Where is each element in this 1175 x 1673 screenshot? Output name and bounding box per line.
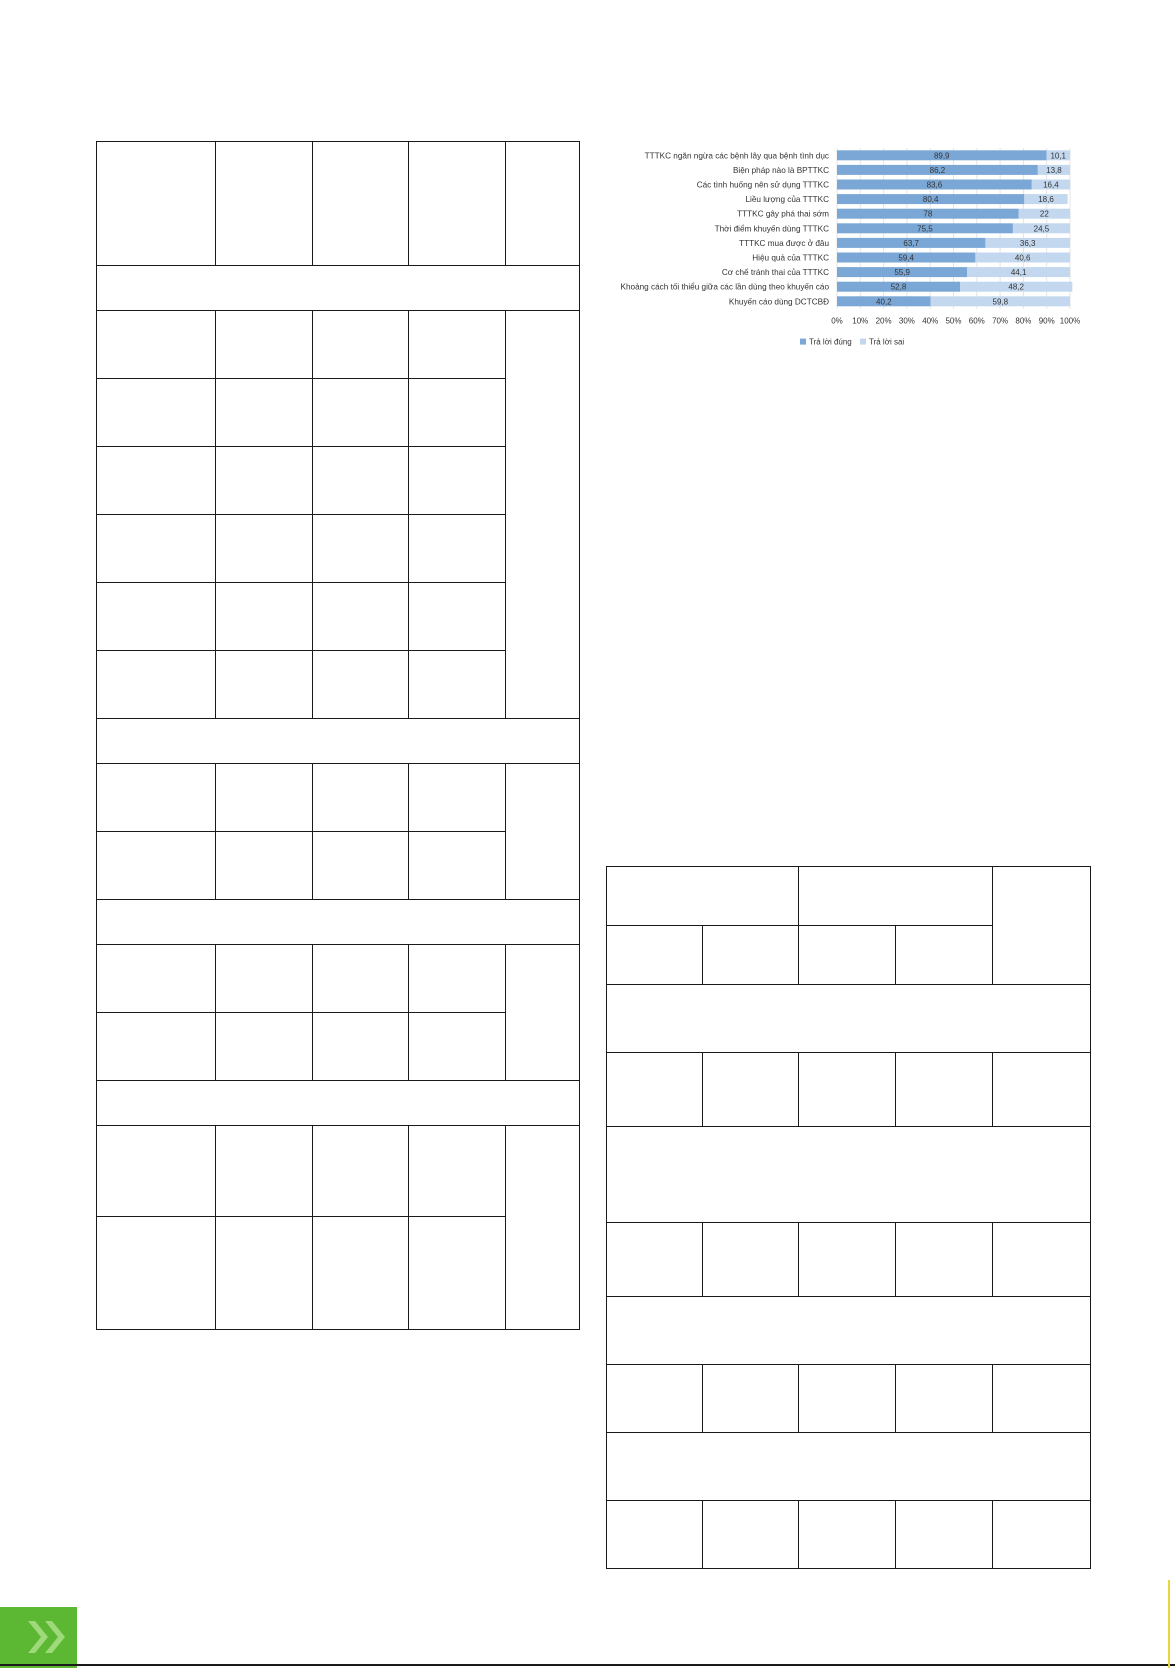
tick-label: 80% [1015, 316, 1032, 326]
section-header-cell [97, 719, 580, 764]
table-cell [216, 515, 313, 583]
table-cell [896, 1223, 993, 1297]
table-cell [607, 1223, 703, 1297]
table-cell [216, 311, 313, 379]
table-cell [216, 1126, 313, 1217]
table-cell [216, 945, 313, 1013]
tick-label: 70% [992, 316, 1009, 326]
tick-label: 20% [875, 316, 892, 326]
category-label: Các tình huống nên sử dụng TTTKC [696, 180, 829, 190]
table-cell [97, 651, 216, 719]
table-cell [313, 515, 409, 583]
table-cell [97, 1217, 216, 1330]
category-label: Thời điểm khuyến dùng TTTKC [714, 224, 829, 234]
table-cell [703, 926, 799, 985]
table-cell [313, 142, 409, 266]
table-cell [97, 832, 216, 900]
table-cell [97, 515, 216, 583]
data-label: 83,6 [926, 180, 943, 190]
data-label: 16,4 [1043, 180, 1059, 190]
footer-rule [0, 1664, 1175, 1666]
table-cell [409, 142, 506, 266]
right-table [606, 866, 1091, 1569]
section-header-cell [97, 900, 580, 945]
table-cell [313, 832, 409, 900]
section-header-cell [607, 1433, 1091, 1501]
tick-label: 60% [968, 316, 985, 326]
table-row [97, 1126, 580, 1217]
tick-label: 100% [1059, 316, 1081, 326]
table-cell [409, 447, 506, 515]
table-cell [409, 583, 506, 651]
table-cell [607, 926, 703, 985]
table-cell [216, 583, 313, 651]
table-cell [799, 867, 993, 926]
table-cell [216, 764, 313, 832]
table-row [97, 764, 580, 832]
table-row [97, 1081, 580, 1126]
table-cell [993, 1365, 1091, 1433]
section-header-cell [97, 1081, 580, 1126]
data-label: 22 [1039, 209, 1049, 219]
table-cell [607, 1053, 703, 1127]
table-cell [409, 764, 506, 832]
data-label: 18,6 [1038, 195, 1054, 205]
table-row [607, 867, 1091, 926]
table-cell [216, 1013, 313, 1081]
table-cell [607, 867, 799, 926]
table-row [97, 142, 580, 266]
tick-label: 40% [922, 316, 939, 326]
tick-label: 50% [945, 316, 962, 326]
table-cell [97, 1126, 216, 1217]
table-cell [896, 1053, 993, 1127]
data-label: 48,2 [1008, 282, 1024, 292]
category-label: Khoảng cách tối thiểu giữa các lần dùng theo khuyến cáo [620, 282, 829, 292]
table-cell [313, 447, 409, 515]
data-label: 36,3 [1019, 238, 1036, 248]
table-cell [409, 379, 506, 447]
table-row [607, 1053, 1091, 1127]
table-cell [993, 1223, 1091, 1297]
table-cell [409, 651, 506, 719]
table-cell [97, 379, 216, 447]
category-label: TTTKC ngăn ngừa các bệnh lây qua bệnh tình dục [644, 151, 829, 161]
table-cell [313, 583, 409, 651]
table-cell [799, 1223, 896, 1297]
data-label: 86,2 [929, 165, 946, 175]
category-label: Liều lượng của TTTKC [745, 195, 829, 205]
table-row [607, 1127, 1091, 1223]
table-cell [703, 1501, 799, 1569]
tick-label: 90% [1038, 316, 1055, 326]
merged-cell [506, 1126, 580, 1330]
table-cell [896, 1501, 993, 1569]
chapter-badge [0, 1607, 77, 1668]
table-cell [313, 1217, 409, 1330]
tick-label: 10% [852, 316, 869, 326]
data-label: 80,4 [922, 195, 939, 205]
table-row [607, 1365, 1091, 1433]
table-cell [216, 379, 313, 447]
data-label: 44,1 [1010, 268, 1027, 278]
table-cell [313, 1126, 409, 1217]
table-cell [896, 1365, 993, 1433]
merged-cell [506, 945, 580, 1081]
category-label: Cơ chế tránh thai của TTTKC [721, 268, 829, 278]
table-cell [97, 1013, 216, 1081]
data-label: 55,9 [894, 268, 910, 278]
table-cell [409, 1126, 506, 1217]
double-chevron-right-icon [0, 1607, 77, 1668]
table-cell [703, 1365, 799, 1433]
table-cell [409, 311, 506, 379]
table-cell [799, 1501, 896, 1569]
legend-swatch [800, 339, 806, 345]
data-label: 63,7 [903, 238, 919, 248]
table-cell [313, 764, 409, 832]
section-header-cell [607, 985, 1091, 1053]
table-cell [313, 945, 409, 1013]
table-cell [409, 1217, 506, 1330]
table-row [97, 266, 580, 311]
table-cell [216, 651, 313, 719]
data-label: 40,6 [1014, 253, 1031, 263]
table-cell [799, 1053, 896, 1127]
table-row [607, 1297, 1091, 1365]
table-cell [799, 926, 896, 985]
table-cell [799, 1365, 896, 1433]
legend-entry: Trả lời sai [869, 337, 905, 347]
data-label: 59,4 [898, 253, 914, 263]
merged-cell [506, 764, 580, 900]
data-label: 59,8 [992, 297, 1009, 307]
table-cell [97, 583, 216, 651]
data-label: 24,5 [1033, 224, 1050, 234]
table-row [607, 1223, 1091, 1297]
data-label: 10,1 [1050, 151, 1067, 161]
table-cell [409, 515, 506, 583]
table-cell [703, 1223, 799, 1297]
category-label: Hiệu quả của TTTKC [752, 253, 829, 263]
category-label: TTTKC mua được ở đâu [739, 238, 829, 248]
table-row [607, 1433, 1091, 1501]
table-cell [216, 1217, 313, 1330]
table-row [97, 945, 580, 1013]
legend-entry: Trả lời đúng [809, 337, 852, 347]
table-cell [97, 447, 216, 515]
table-row [607, 985, 1091, 1053]
table-cell [97, 142, 216, 266]
tick-label: 0% [831, 316, 843, 326]
category-label: Biện pháp nào là BPTTKC [732, 165, 829, 175]
table-cell [97, 945, 216, 1013]
section-header-cell [607, 1297, 1091, 1365]
table-cell [97, 311, 216, 379]
table-cell [313, 651, 409, 719]
table-cell [993, 1053, 1091, 1127]
section-header-cell [97, 266, 580, 311]
table-cell [607, 1365, 703, 1433]
table-cell [216, 447, 313, 515]
category-label: Khuyến cáo dùng DCTCBĐ [728, 297, 829, 307]
tick-label: 30% [898, 316, 915, 326]
table-cell [896, 926, 993, 985]
table-cell [216, 142, 313, 266]
legend-swatch [860, 339, 866, 345]
merged-cell [506, 311, 580, 719]
table-row [97, 900, 580, 945]
table-cell [409, 945, 506, 1013]
table-row [607, 1501, 1091, 1569]
category-label: TTTKC gây phá thai sớm [737, 209, 829, 219]
data-label: 75,5 [917, 224, 933, 234]
table-cell [313, 1013, 409, 1081]
table-cell [409, 832, 506, 900]
data-label: 89,9 [933, 151, 950, 161]
table-cell [97, 764, 216, 832]
data-label: 13,8 [1046, 165, 1062, 175]
left-table [96, 141, 580, 1330]
table-cell [993, 1501, 1091, 1569]
data-label: 40,2 [876, 297, 892, 307]
table-cell [313, 379, 409, 447]
stacked-bar-chart [610, 146, 1090, 356]
section-header-cell [607, 1127, 1091, 1223]
table-row [97, 719, 580, 764]
data-label: 78 [923, 209, 933, 219]
merged-cell [993, 867, 1091, 985]
table-cell [409, 1013, 506, 1081]
table-cell [506, 142, 580, 266]
table-cell [216, 832, 313, 900]
page-edge-mark [1168, 1580, 1170, 1668]
table-row [97, 311, 580, 379]
table-cell [313, 311, 409, 379]
data-label: 52,8 [890, 282, 907, 292]
table-cell [607, 1501, 703, 1569]
table-cell [703, 1053, 799, 1127]
